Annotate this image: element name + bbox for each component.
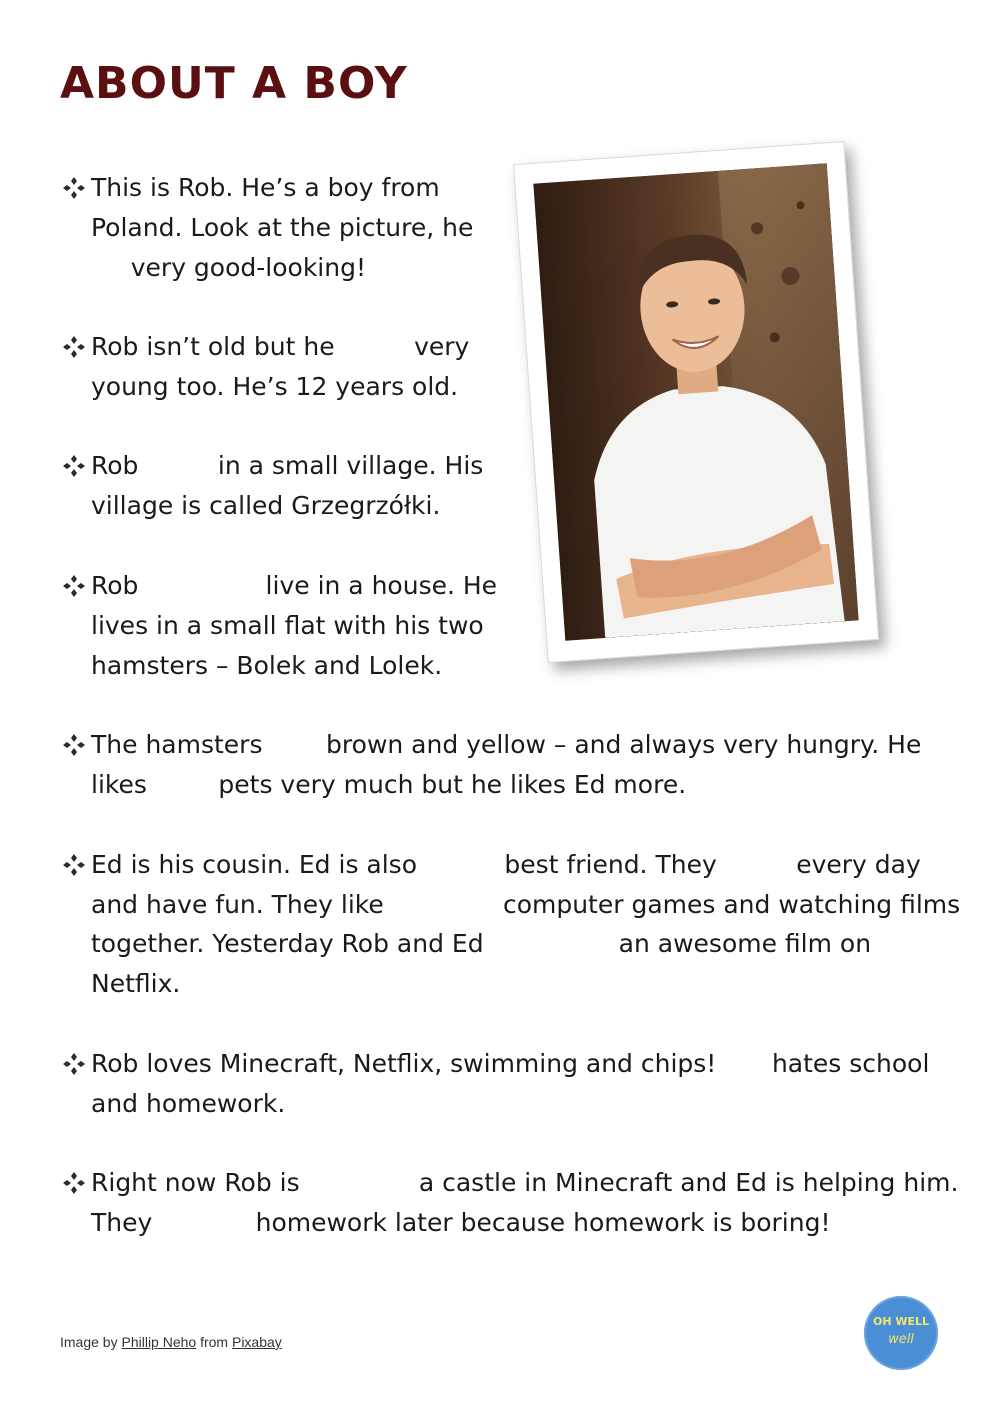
paragraph-line: Rob live in a house. He: [91, 571, 498, 600]
page-title: ABOUT A BOY: [60, 58, 408, 109]
four-diamond-bullet-icon: [62, 1052, 86, 1076]
four-diamond-bullet-icon: [62, 1171, 86, 1195]
paragraph-line: This is Rob. He’s a boy from: [91, 173, 440, 202]
paragraph-line: and homework.: [91, 1089, 286, 1118]
boy-photo-illustration: [533, 163, 858, 640]
paragraph-line: Poland. Look at the picture, he: [91, 213, 474, 242]
paragraph-line: and have fun. They like computer games and watching films: [91, 890, 961, 919]
paragraph-line: They homework later because homework is boring!: [91, 1208, 831, 1237]
four-diamond-bullet-icon: [62, 733, 86, 757]
oh-well-logo: [864, 1296, 938, 1370]
logo-line-1: OH WELL: [872, 1315, 930, 1328]
four-diamond-bullet-icon: [62, 454, 86, 478]
paragraph-line: The hamsters brown and yellow – and always very hungry. He: [91, 730, 922, 759]
paragraph-line: Right now Rob is a castle in Minecraft and Ed is helping him.: [91, 1168, 959, 1197]
paragraph-line: likes pets very much but he likes Ed more.: [91, 770, 687, 799]
logo-line-2: well: [888, 1332, 914, 1347]
image-credit: [60, 1334, 282, 1350]
photo-frame: [513, 141, 879, 663]
paragraph-line: Rob in a small village. His: [91, 451, 484, 480]
paragraph-line: Ed is his cousin. Ed is also best friend. They every day: [91, 850, 921, 879]
paragraph-line: Rob isn’t old but he very: [91, 332, 470, 361]
credit-prefix: Image by: [60, 1334, 122, 1350]
paragraph-line: lives in a small flat with his two: [91, 611, 484, 640]
credit-site-link[interactable]: Pixabay: [231, 1334, 282, 1350]
four-diamond-bullet-icon: [62, 335, 86, 359]
paragraph-line: Netflix.: [91, 969, 181, 998]
credit-author-link[interactable]: Phillip Neho: [121, 1334, 197, 1350]
four-diamond-bullet-icon: [62, 853, 86, 877]
paragraph-line: hamsters – Bolek and Lolek.: [91, 651, 443, 680]
credit-middle: from: [196, 1334, 232, 1350]
boy-photo: [533, 163, 858, 640]
paragraph-line: young too. He’s 12 years old.: [91, 372, 459, 401]
paragraph-line: Rob loves Minecraft, Netflix, swimming and chips! hates school: [91, 1049, 930, 1078]
four-diamond-bullet-icon: [62, 176, 86, 200]
paragraph-line: very good-looking!: [91, 253, 366, 282]
paragraph-line: together. Yesterday Rob and Ed an awesome film on: [91, 929, 872, 958]
paragraph-line: village is called Grzegrzółki.: [91, 491, 441, 520]
four-diamond-bullet-icon: [62, 574, 86, 598]
